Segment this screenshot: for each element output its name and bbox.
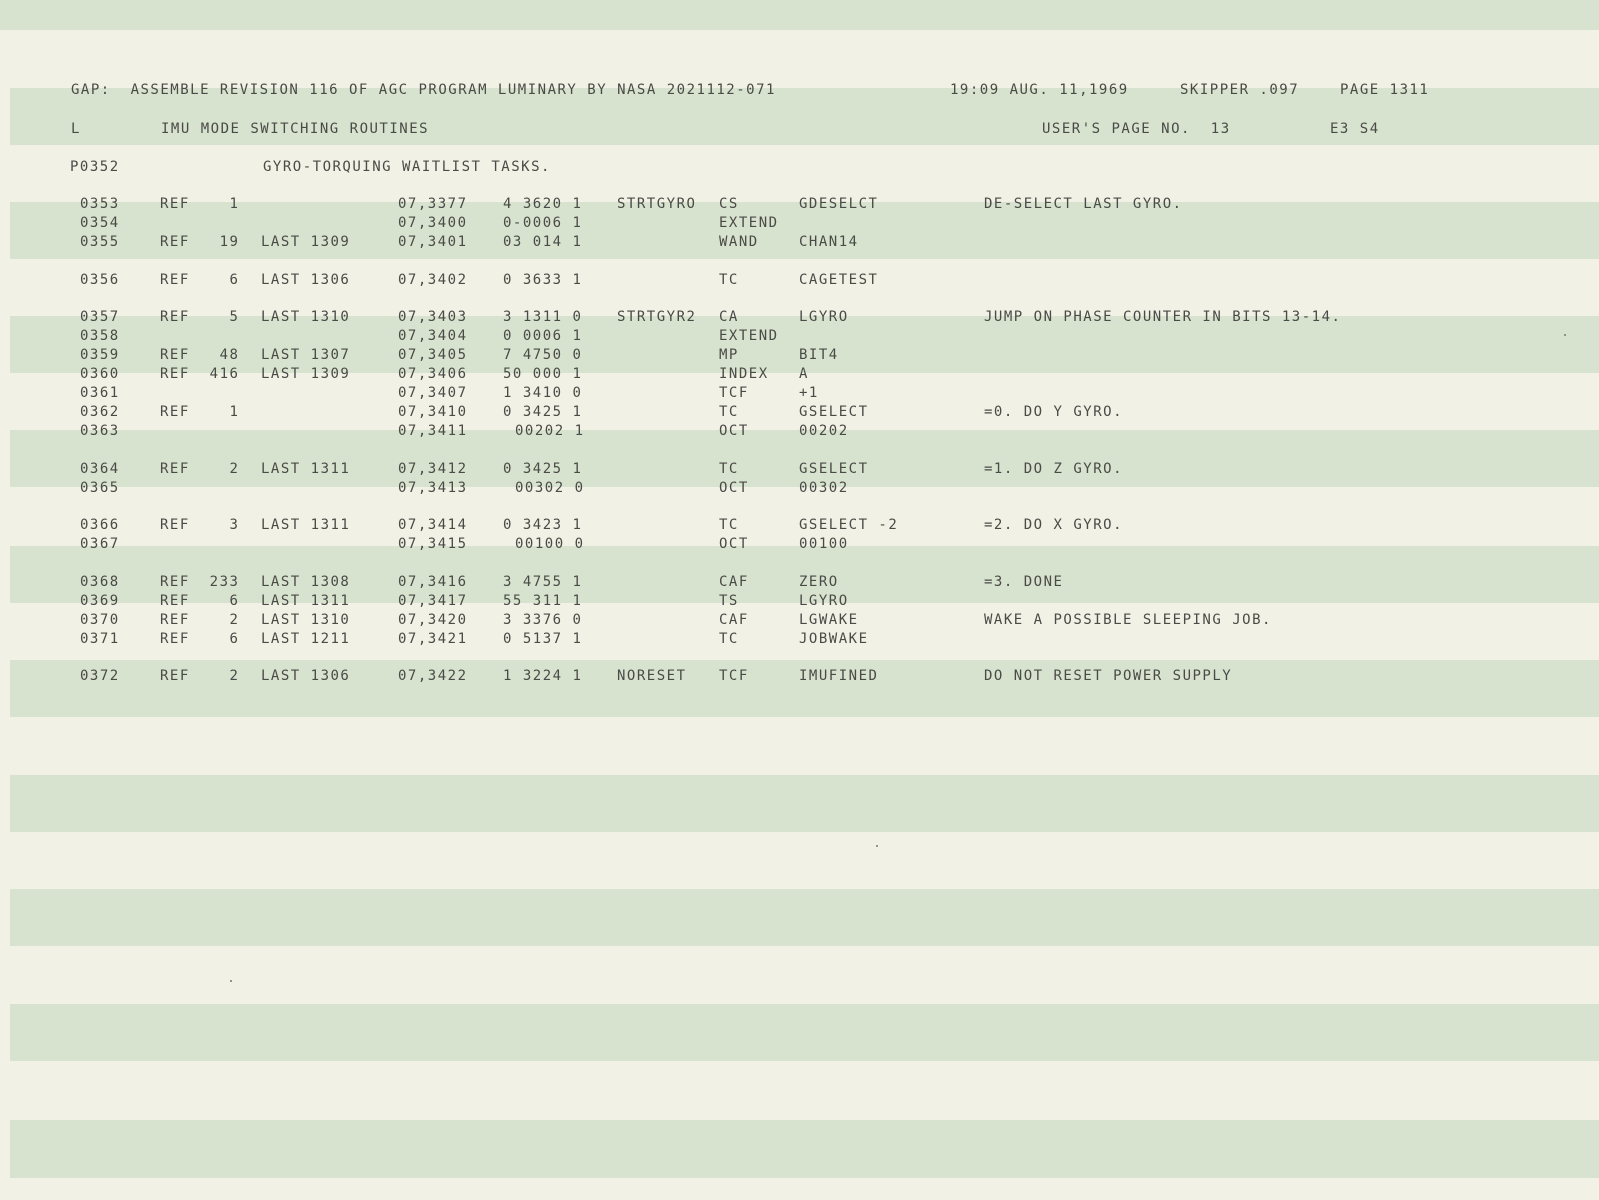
listing-row bbox=[0, 308, 1599, 327]
listing-title: GAP: ASSEMBLE REVISION 116 OF AGC PROGRAM LUMINARY BY NASA 2021112-071 bbox=[71, 82, 776, 98]
card-number: 0372 bbox=[80, 668, 120, 684]
scan-speck bbox=[876, 845, 878, 847]
page-label-line bbox=[0, 158, 1599, 177]
machine-word: 1 3224 1 bbox=[503, 668, 583, 684]
machine-word: 0 3425 1 bbox=[503, 404, 583, 420]
opcode: TCF bbox=[719, 668, 749, 684]
comment: =0. DO Y GYRO. bbox=[984, 404, 1124, 420]
operand: GDESELCT bbox=[799, 196, 879, 212]
card-number: 0357 bbox=[80, 309, 120, 325]
comment: =2. DO X GYRO. bbox=[984, 517, 1124, 533]
address: 07,3411 bbox=[398, 423, 468, 439]
listing-row bbox=[0, 327, 1599, 346]
listing-datetime: 19:09 AUG. 11,1969 bbox=[950, 82, 1129, 98]
opcode: TC bbox=[719, 517, 739, 533]
opcode: OCT bbox=[719, 480, 749, 496]
address: 07,3403 bbox=[398, 309, 468, 325]
opcode: TC bbox=[719, 272, 739, 288]
last-ref: LAST 1310 bbox=[261, 309, 351, 325]
machine-word: 0 3423 1 bbox=[503, 517, 583, 533]
card-number: 0354 bbox=[80, 215, 120, 231]
page-label-text: GYRO-TORQUING WAITLIST TASKS. bbox=[263, 159, 551, 175]
opcode: CAF bbox=[719, 612, 749, 628]
machine-word: 1 3410 0 bbox=[503, 385, 583, 401]
listing-page-number: PAGE 1311 bbox=[1340, 82, 1430, 98]
operand: CAGETEST bbox=[799, 272, 879, 288]
listing-row bbox=[0, 233, 1599, 252]
header-line-1 bbox=[0, 81, 1599, 100]
ref-count: REF 2 bbox=[160, 612, 240, 628]
last-ref: LAST 1311 bbox=[261, 517, 351, 533]
machine-word: 00202 1 bbox=[515, 423, 585, 439]
listing-row bbox=[0, 403, 1599, 422]
operand: CHAN14 bbox=[799, 234, 859, 250]
ref-count: REF 3 bbox=[160, 517, 240, 533]
opcode: CA bbox=[719, 309, 739, 325]
operand: LGWAKE bbox=[799, 612, 859, 628]
ref-count: REF 416 bbox=[160, 366, 240, 382]
address: 07,3416 bbox=[398, 574, 468, 590]
address: 07,3402 bbox=[398, 272, 468, 288]
opcode: CAF bbox=[719, 574, 749, 590]
last-ref: LAST 1306 bbox=[261, 668, 351, 684]
machine-word: 3 3376 0 bbox=[503, 612, 583, 628]
operand: 00302 bbox=[799, 480, 849, 496]
operand: JOBWAKE bbox=[799, 631, 869, 647]
ref-count: REF 1 bbox=[160, 196, 240, 212]
last-ref: LAST 1311 bbox=[261, 461, 351, 477]
address: 07,3414 bbox=[398, 517, 468, 533]
listing-row bbox=[0, 214, 1599, 233]
opcode: CS bbox=[719, 196, 739, 212]
page-label-card: P0352 bbox=[70, 159, 120, 175]
address: 07,3415 bbox=[398, 536, 468, 552]
card-number: 0368 bbox=[80, 574, 120, 590]
last-ref: LAST 1308 bbox=[261, 574, 351, 590]
opcode: EXTEND bbox=[719, 215, 779, 231]
opcode: TC bbox=[719, 631, 739, 647]
code-label: NORESET bbox=[617, 668, 687, 684]
address: 07,3400 bbox=[398, 215, 468, 231]
card-number: 0362 bbox=[80, 404, 120, 420]
opcode: TS bbox=[719, 593, 739, 609]
machine-word: 0 3633 1 bbox=[503, 272, 583, 288]
machine-word: 0 5137 1 bbox=[503, 631, 583, 647]
card-number: 0355 bbox=[80, 234, 120, 250]
card-number: 0358 bbox=[80, 328, 120, 344]
listing-row bbox=[0, 384, 1599, 403]
last-ref: LAST 1310 bbox=[261, 612, 351, 628]
machine-word: 55 311 1 bbox=[503, 593, 583, 609]
card-number: 0360 bbox=[80, 366, 120, 382]
address: 07,3377 bbox=[398, 196, 468, 212]
ref-count: REF 233 bbox=[160, 574, 240, 590]
operand: 00202 bbox=[799, 423, 849, 439]
listing-row bbox=[0, 535, 1599, 554]
card-number: 0359 bbox=[80, 347, 120, 363]
machine-word: 7 4750 0 bbox=[503, 347, 583, 363]
code-label: STRTGYRO bbox=[617, 196, 697, 212]
opcode: TC bbox=[719, 461, 739, 477]
address: 07,3404 bbox=[398, 328, 468, 344]
comment: DO NOT RESET POWER SUPPLY bbox=[984, 668, 1233, 684]
ref-count: REF 48 bbox=[160, 347, 240, 363]
opcode: OCT bbox=[719, 536, 749, 552]
card-number: 0369 bbox=[80, 593, 120, 609]
listing-row bbox=[0, 365, 1599, 384]
operand: IMUFINED bbox=[799, 668, 879, 684]
opcode: MP bbox=[719, 347, 739, 363]
last-ref: LAST 1307 bbox=[261, 347, 351, 363]
operand: 00100 bbox=[799, 536, 849, 552]
scan-speck bbox=[230, 980, 232, 982]
comment: WAKE A POSSIBLE SLEEPING JOB. bbox=[984, 612, 1272, 628]
address: 07,3410 bbox=[398, 404, 468, 420]
opcode: WAND bbox=[719, 234, 759, 250]
machine-word: 50 000 1 bbox=[503, 366, 583, 382]
comment: =3. DONE bbox=[984, 574, 1064, 590]
machine-word: 00100 0 bbox=[515, 536, 585, 552]
listing-row bbox=[0, 479, 1599, 498]
listing-skipper: SKIPPER .097 bbox=[1180, 82, 1300, 98]
last-ref: LAST 1309 bbox=[261, 234, 351, 250]
header-line-2 bbox=[0, 120, 1599, 139]
machine-word: 0-0006 1 bbox=[503, 215, 583, 231]
operand: BIT4 bbox=[799, 347, 839, 363]
ref-count: REF 6 bbox=[160, 272, 240, 288]
address: 07,3406 bbox=[398, 366, 468, 382]
operand: GSELECT bbox=[799, 404, 869, 420]
machine-word: 4 3620 1 bbox=[503, 196, 583, 212]
listing-row bbox=[0, 630, 1599, 649]
ref-count: REF 6 bbox=[160, 593, 240, 609]
card-number: 0363 bbox=[80, 423, 120, 439]
operand: GSELECT bbox=[799, 461, 869, 477]
listing-row bbox=[0, 611, 1599, 630]
operand: A bbox=[799, 366, 809, 382]
listing-code: E3 S4 bbox=[1330, 121, 1380, 137]
machine-word: 0 3425 1 bbox=[503, 461, 583, 477]
ref-count: REF 2 bbox=[160, 461, 240, 477]
section-title: IMU MODE SWITCHING ROUTINES bbox=[161, 121, 430, 137]
card-number: 0364 bbox=[80, 461, 120, 477]
ref-count: REF 19 bbox=[160, 234, 240, 250]
card-number: 0366 bbox=[80, 517, 120, 533]
last-ref: LAST 1309 bbox=[261, 366, 351, 382]
address: 07,3420 bbox=[398, 612, 468, 628]
address: 07,3413 bbox=[398, 480, 468, 496]
machine-word: 3 4755 1 bbox=[503, 574, 583, 590]
scan-speck bbox=[1564, 334, 1566, 336]
operand: LGYRO bbox=[799, 593, 849, 609]
opcode: OCT bbox=[719, 423, 749, 439]
code-label: STRTGYR2 bbox=[617, 309, 697, 325]
address: 07,3405 bbox=[398, 347, 468, 363]
listing-row bbox=[0, 422, 1599, 441]
operand: ZERO bbox=[799, 574, 839, 590]
ref-count: REF 1 bbox=[160, 404, 240, 420]
address: 07,3417 bbox=[398, 593, 468, 609]
opcode: TC bbox=[719, 404, 739, 420]
operand: GSELECT -2 bbox=[799, 517, 899, 533]
opcode: INDEX bbox=[719, 366, 769, 382]
last-ref: LAST 1306 bbox=[261, 272, 351, 288]
address: 07,3422 bbox=[398, 668, 468, 684]
card-number: 0371 bbox=[80, 631, 120, 647]
card-number: 0365 bbox=[80, 480, 120, 496]
operand: LGYRO bbox=[799, 309, 849, 325]
machine-word: 00302 0 bbox=[515, 480, 585, 496]
machine-word: 3 1311 0 bbox=[503, 309, 583, 325]
machine-word: 0 0006 1 bbox=[503, 328, 583, 344]
address: 07,3407 bbox=[398, 385, 468, 401]
listing-row bbox=[0, 516, 1599, 535]
listing-row bbox=[0, 573, 1599, 592]
comment: =1. DO Z GYRO. bbox=[984, 461, 1124, 477]
opcode: TCF bbox=[719, 385, 749, 401]
card-number: 0353 bbox=[80, 196, 120, 212]
card-number: 0356 bbox=[80, 272, 120, 288]
address: 07,3401 bbox=[398, 234, 468, 250]
opcode: EXTEND bbox=[719, 328, 779, 344]
card-number: 0361 bbox=[80, 385, 120, 401]
ref-count: REF 6 bbox=[160, 631, 240, 647]
card-number: 0367 bbox=[80, 536, 120, 552]
machine-word: 03 014 1 bbox=[503, 234, 583, 250]
last-ref: LAST 1311 bbox=[261, 593, 351, 609]
listing-row bbox=[0, 346, 1599, 365]
comment: DE-SELECT LAST GYRO. bbox=[984, 196, 1183, 212]
listing-row bbox=[0, 195, 1599, 214]
operand: +1 bbox=[799, 385, 819, 401]
address: 07,3412 bbox=[398, 461, 468, 477]
listing-row bbox=[0, 667, 1599, 686]
last-ref: LAST 1211 bbox=[261, 631, 351, 647]
ref-count: REF 2 bbox=[160, 668, 240, 684]
address: 07,3421 bbox=[398, 631, 468, 647]
card-number: 0370 bbox=[80, 612, 120, 628]
listing-row bbox=[0, 592, 1599, 611]
listing-row bbox=[0, 460, 1599, 479]
ref-count: REF 5 bbox=[160, 309, 240, 325]
listing-row bbox=[0, 271, 1599, 290]
users-page-number: USER'S PAGE NO. 13 bbox=[1042, 121, 1231, 137]
comment: JUMP ON PHASE COUNTER IN BITS 13-14. bbox=[984, 309, 1342, 325]
listing-flag: L bbox=[71, 121, 81, 137]
